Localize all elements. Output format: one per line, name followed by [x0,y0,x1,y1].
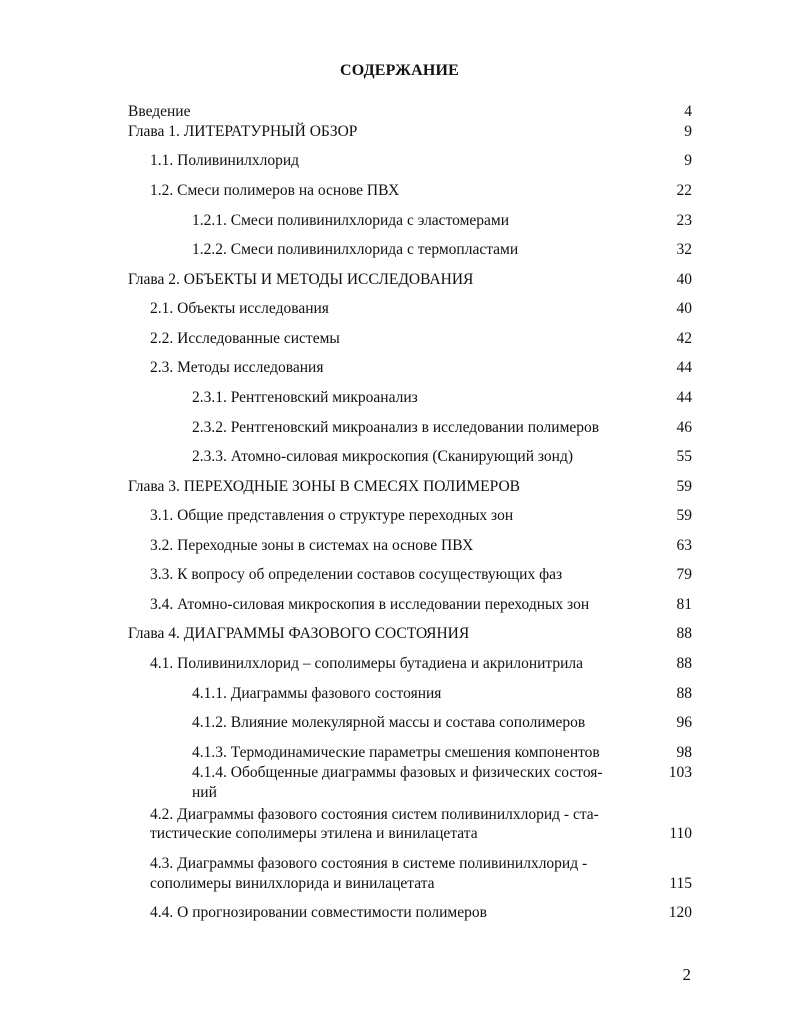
toc-entry-page: 22 [676,182,692,199]
toc-section [0,151,799,171]
toc-entry-page: 46 [676,419,692,436]
toc-subsection [0,418,799,438]
toc-chapter [0,477,799,497]
page-title: СОДЕРЖАНИЕ [339,62,460,79]
toc-entry-text: Глава 1. ЛИТЕРАТУРНЫЙ ОБЗОР [128,123,358,140]
toc-entry-page: 96 [676,714,692,731]
toc-entry-text: Глава 3. ПЕРЕХОДНЫЕ ЗОНЫ В СМЕСЯХ ПОЛИМЕРОВ [128,478,520,495]
toc-entry-text: 1.2.1. Смеси поливинилхлорида с эластомерами [192,212,510,229]
toc-entry-page: 88 [676,685,692,702]
toc-section [0,506,799,526]
toc-entry-page: 40 [676,271,692,288]
toc-subsection [0,684,799,704]
toc-section [0,595,799,615]
toc-entry-page: 9 [684,123,692,140]
toc-entry-page: 44 [676,359,692,376]
toc-section [0,654,799,674]
toc-subsection [0,447,799,467]
toc-entry-page: 98 [676,744,692,761]
toc-entry-text: 2.3.3. Атомно-силовая микроскопия (Сканирующий зонд) [192,448,574,465]
toc-section [0,358,799,378]
toc-entry-page: 40 [676,300,692,317]
toc-entry-text: Глава 4. ДИАГРАММЫ ФАЗОВОГО СОСТОЯНИЯ [128,625,470,642]
toc-entry-line1: 4.1.4. Обобщенные диаграммы фазовых и физических состоя- [192,764,603,781]
toc-subsection [0,211,799,231]
toc-entry-text: 4.1. Поливинилхлорид – сополимеры бутадиена и акрилонитрила [150,655,584,672]
toc-entry-page: 79 [676,566,692,583]
toc-entry-line1: 4.3. Диаграммы фазового состояния в системе поливинилхлорид - [150,855,588,872]
toc-entry-text: 3.2. Переходные зоны в системах на основе ПВХ [150,537,474,554]
toc-subsection [0,240,799,260]
toc-entry-text: 2.3. Методы исследования [150,359,324,376]
toc-entry-text: 3.1. Общие представления о структуре переходных зон [150,507,514,524]
toc-entry-text: Глава 2. ОБЪЕКТЫ И МЕТОДЫ ИССЛЕДОВАНИЯ [128,271,474,288]
toc-entry-text: 3.3. К вопросу об определении составов сосуществующих фаз [150,566,563,583]
toc-section [0,536,799,556]
toc-entry-page: 32 [676,241,692,258]
toc-entry-page: 120 [668,904,692,921]
toc-entry-text: 2.3.2. Рентгеновский микроанализ в исследовании полимеров [192,419,600,436]
page-number: 2 [682,965,691,984]
toc-entry-page: 63 [676,537,692,554]
toc-chapter [0,122,799,142]
toc-entry-page: 23 [676,212,692,229]
toc-entry-page: 103 [668,764,692,781]
toc-entry-text: 3.4. Атомно-силовая микроскопия в исследовании переходных зон [150,596,590,613]
toc-entry-line2: ний [192,784,217,801]
toc-entry-text: 4.1.1. Диаграммы фазового состояния [192,685,442,702]
toc-section [0,181,799,201]
toc-entry-text: 4.1.3. Термодинамические параметры смешения компонентов [192,744,600,761]
toc-section [0,565,799,585]
toc-section [0,299,799,319]
toc-entry [0,102,799,122]
toc-entry-text: 1.2. Смеси полимеров на основе ПВХ [150,182,400,199]
toc-entry-line1: 4.2. Диаграммы фазового состояния систем поливинилхлорид - ста- [150,806,599,823]
toc-entry-text: 4.1.2. Влияние молекулярной массы и состава сополимеров [192,714,586,731]
toc-subsection [0,743,799,763]
toc-entry-page: 44 [676,389,692,406]
toc-entry-text: Введение [128,103,191,120]
toc-entry-page: 81 [676,596,692,613]
toc-subsection [0,713,799,733]
toc-entry-page: 59 [676,507,692,524]
toc-entry-text: 4.4. О прогнозировании совместимости полимеров [150,904,487,921]
toc-entry-line2: сополимеры винилхлорида и винилацетата [150,875,435,892]
toc-entry-text: 2.1. Объекты исследования [150,300,329,317]
toc-entry-page: 55 [676,448,692,465]
toc-entry-page: 59 [676,478,692,495]
toc-entry-page: 9 [684,152,692,169]
toc-entry-page: 110 [669,825,692,842]
toc-section [0,329,799,349]
toc-entry-text: 2.3.1. Рентгеновский микроанализ [192,389,418,406]
toc-entry-text: 1.2.2. Смеси поливинилхлорида с термопластами [192,241,519,258]
toc-entry-line2: тистические сополимеры этилена и винилацетата [150,825,478,842]
toc-entry-text: 1.1. Поливинилхлорид [150,152,299,169]
toc-entry-page: 115 [669,875,692,892]
toc-entry-page: 4 [684,103,692,120]
toc-entry-text: 2.2. Исследованные системы [150,330,340,347]
toc-section [0,903,799,923]
toc-entry-page: 42 [676,330,692,347]
toc-chapter [0,270,799,290]
toc-entry-page: 88 [676,655,692,672]
toc-entry-page: 88 [676,625,692,642]
toc-chapter [0,624,799,644]
toc-subsection [0,388,799,408]
